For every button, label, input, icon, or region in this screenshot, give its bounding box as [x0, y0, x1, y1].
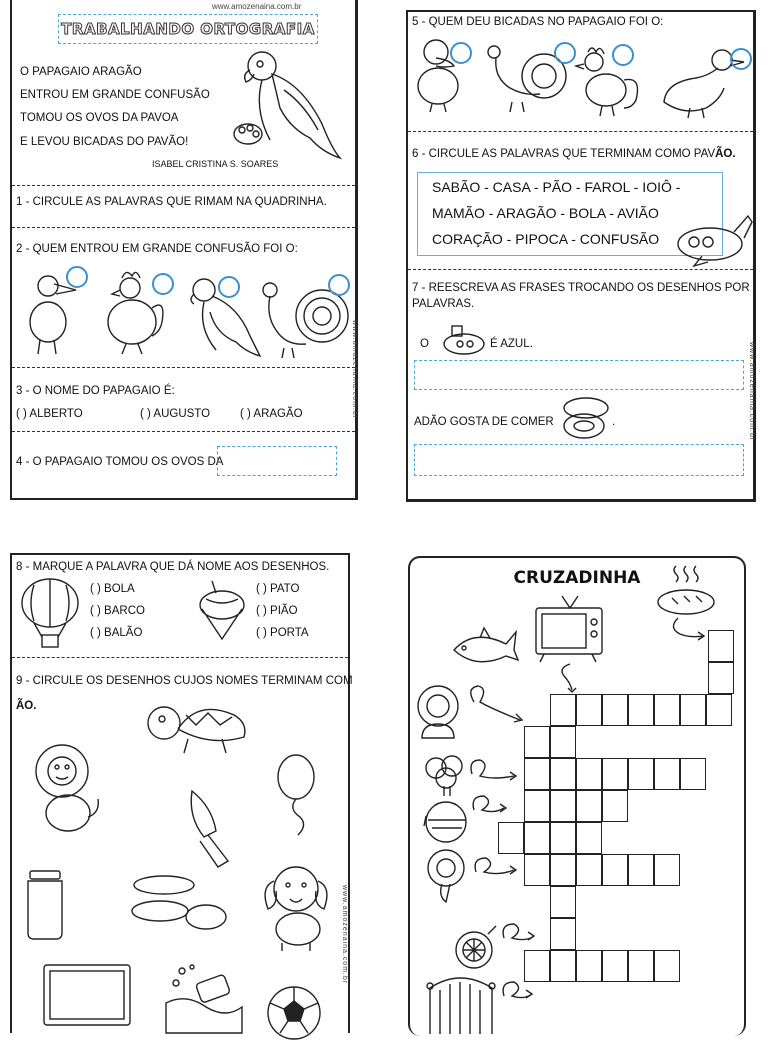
parrot-icon — [232, 44, 342, 162]
airplane-icon — [674, 212, 754, 268]
poem-line: E LEVOU BICADAS DO PAVÃO! — [20, 136, 189, 148]
question-9: 9 - CIRCULE OS DESENHOS CUJOS NOMES TERMINAM COM — [16, 675, 353, 687]
question-3: 3 - O NOME DO PAPAGAIO É: — [16, 385, 175, 397]
bread-icon — [656, 564, 720, 614]
crossword-cell[interactable] — [680, 694, 706, 726]
peacock-icon — [422, 848, 472, 906]
question-2: 2 - QUEM ENTROU EM GRANDE CONFUSÃO FOI O: — [16, 243, 298, 255]
question-5: 5 - QUEM DEU BICADAS NO PAPAGAIO FOI O: — [412, 16, 664, 28]
answer-circle[interactable] — [66, 266, 88, 288]
crossword-cell[interactable] — [576, 694, 602, 726]
crossword-cell[interactable] — [524, 758, 550, 790]
bread-icon — [130, 871, 234, 935]
poem-line: O PAPAGAIO ARAGÃO — [20, 66, 142, 78]
option-porta[interactable]: ( ) PORTA — [256, 627, 309, 639]
arrow-icon — [498, 978, 538, 1008]
answer-box-1[interactable] — [414, 360, 744, 390]
shark-icon — [450, 626, 520, 678]
crossword-cell[interactable] — [706, 694, 732, 726]
question-7: 7 - REESCREVA AS FRASES TROCANDO OS DESENHOS POR — [412, 282, 750, 294]
crossword-cell[interactable] — [550, 790, 576, 822]
answer-box-2[interactable] — [414, 444, 744, 476]
crossword-cell[interactable] — [576, 854, 602, 886]
arrow-icon — [466, 756, 520, 790]
crossword-cell[interactable] — [654, 854, 680, 886]
crossword-cell[interactable] — [550, 726, 576, 758]
question-4: 4 - O PAPAGAIO TOMOU OS OVOS DA — [16, 456, 224, 468]
arrow-icon — [498, 920, 542, 950]
word-line: MAMÃO - ARAGÃO - BOLA - AVIÃO — [432, 205, 659, 221]
tree-icon — [422, 754, 470, 798]
worksheet-page-1 — [10, 0, 358, 500]
option-alberto[interactable]: ( ) ALBERTO — [16, 408, 83, 420]
crossword-cell[interactable] — [628, 950, 654, 982]
sentence-2-start: ADÃO GOSTA DE COMER — [414, 416, 554, 428]
crossword-cell[interactable] — [602, 694, 628, 726]
question-9-line2: ÃO. — [16, 700, 37, 712]
jar-icon — [24, 869, 66, 939]
crossword-cell[interactable] — [524, 854, 550, 886]
crossword-cell[interactable] — [576, 758, 602, 790]
question-7-line2: PALAVRAS. — [412, 298, 475, 310]
crossword-cell[interactable] — [628, 854, 654, 886]
poem-line: ENTROU EM GRANDE CONFUSÃO — [20, 89, 210, 101]
crossword-cell[interactable] — [550, 918, 576, 950]
crossword-cell[interactable] — [524, 726, 550, 758]
answer-circle[interactable] — [730, 48, 752, 70]
crossword-cell[interactable] — [628, 758, 654, 790]
soccer-ball-icon — [266, 985, 322, 1041]
helmet-icon — [422, 798, 472, 846]
crossword-cell[interactable] — [550, 758, 576, 790]
crossword-cell[interactable] — [576, 790, 602, 822]
submarine-icon — [438, 316, 486, 358]
papaya-icon — [560, 394, 612, 440]
crossword-cell[interactable] — [524, 790, 550, 822]
option-balao[interactable]: ( ) BALÃO — [90, 627, 143, 639]
balloon-icon — [276, 755, 316, 837]
lion-icon — [414, 682, 468, 744]
option-barco[interactable]: ( ) BARCO — [90, 605, 145, 617]
sentence-2-end: . — [612, 416, 616, 428]
crossword-cell[interactable] — [576, 822, 602, 854]
dog-icon — [258, 861, 334, 951]
crossword-cell[interactable] — [602, 950, 628, 982]
crossword-cell[interactable] — [708, 662, 734, 694]
answer-circle[interactable] — [328, 274, 350, 296]
answer-circle[interactable] — [218, 276, 240, 298]
crossword-cell[interactable] — [498, 822, 524, 854]
crossword-cell[interactable] — [524, 822, 550, 854]
tv-icon — [534, 594, 604, 668]
sentence-1-start: O — [420, 338, 429, 350]
poem-line: TOMOU OS OVOS DA PAVOA — [20, 112, 179, 124]
site-url: www.amozenaina.com.br — [212, 2, 302, 11]
option-bola[interactable]: ( ) BOLA — [90, 583, 135, 595]
side-url: www.amozenaina.com.br — [341, 885, 348, 985]
sentence-1-end: É AZUL. — [490, 338, 533, 350]
tv-icon — [42, 963, 132, 1035]
balloon-icon — [20, 577, 82, 649]
lemon-icon — [454, 924, 500, 970]
option-piao[interactable]: ( ) PIÃO — [256, 605, 298, 617]
author: ISABEL CRISTINA S. SOARES — [152, 159, 279, 169]
crossword-cell[interactable] — [550, 886, 576, 918]
crossword-cell[interactable] — [550, 950, 576, 982]
answer-circle[interactable] — [450, 42, 472, 64]
arrow-icon — [666, 614, 706, 644]
question-8: 8 - MARQUE A PALAVRA QUE DÁ NOME AOS DESENHOS. — [16, 561, 330, 573]
gate-icon — [426, 974, 496, 1034]
crossword-cell[interactable] — [654, 694, 680, 726]
crossword-cell[interactable] — [550, 822, 576, 854]
arrow-icon — [556, 662, 586, 692]
lion-icon — [32, 741, 108, 837]
crossword-cell[interactable] — [654, 758, 680, 790]
crossword-cell[interactable] — [602, 790, 628, 822]
knife-icon — [188, 787, 244, 867]
page-title: TRABALHANDO ORTOGRAFIA — [58, 14, 318, 44]
crossword-cell[interactable] — [524, 950, 550, 982]
crossword-cell[interactable] — [550, 854, 576, 886]
arrow-icon — [466, 682, 526, 732]
crossword-cell[interactable] — [550, 694, 576, 726]
side-url: www.amozenaina.com.br — [351, 320, 358, 420]
answer-box[interactable] — [217, 446, 337, 476]
crossword-cell[interactable] — [628, 694, 654, 726]
crossword-cell[interactable] — [602, 854, 628, 886]
crossword-cell[interactable] — [680, 758, 706, 790]
worksheet-page-2 — [406, 10, 756, 502]
arrow-icon — [470, 854, 520, 884]
spinning-top-icon — [192, 577, 252, 643]
crossword-cell[interactable] — [654, 950, 680, 982]
option-augusto[interactable]: ( ) AUGUSTO — [140, 408, 211, 420]
worksheet-page-3 — [10, 553, 353, 1033]
option-aragao[interactable]: ( ) ARAGÃO — [240, 408, 303, 420]
word-line: CORAÇÃO - PIPOCA - CONFUSÃO — [432, 231, 660, 247]
crossword-cell[interactable] — [576, 950, 602, 982]
arrow-icon — [468, 792, 508, 822]
crossword-cell[interactable] — [708, 630, 734, 662]
answer-circle[interactable] — [612, 44, 634, 66]
question-1: 1 - CIRCULE AS PALAVRAS QUE RIMAM NA QUADRINHA. — [16, 196, 327, 208]
option-pato[interactable]: ( ) PATO — [256, 583, 300, 595]
answer-circle[interactable] — [554, 42, 576, 64]
answer-circle[interactable] — [152, 273, 174, 295]
turtle-icon — [142, 699, 254, 761]
soap-icon — [162, 963, 246, 1033]
crossword-cell[interactable] — [602, 758, 628, 790]
side-url: www.amozenaina.com.br — [748, 342, 755, 442]
word-line: SABÃO - CASA - PÃO - FAROL - IOIÔ - — [432, 179, 681, 195]
question-6: 6 - CIRCULE AS PALAVRAS QUE TERMINAM COMO PAVÃO. — [412, 148, 736, 160]
crossword-title: CRUZADINHA — [513, 568, 641, 588]
crossword-page — [408, 556, 746, 1036]
